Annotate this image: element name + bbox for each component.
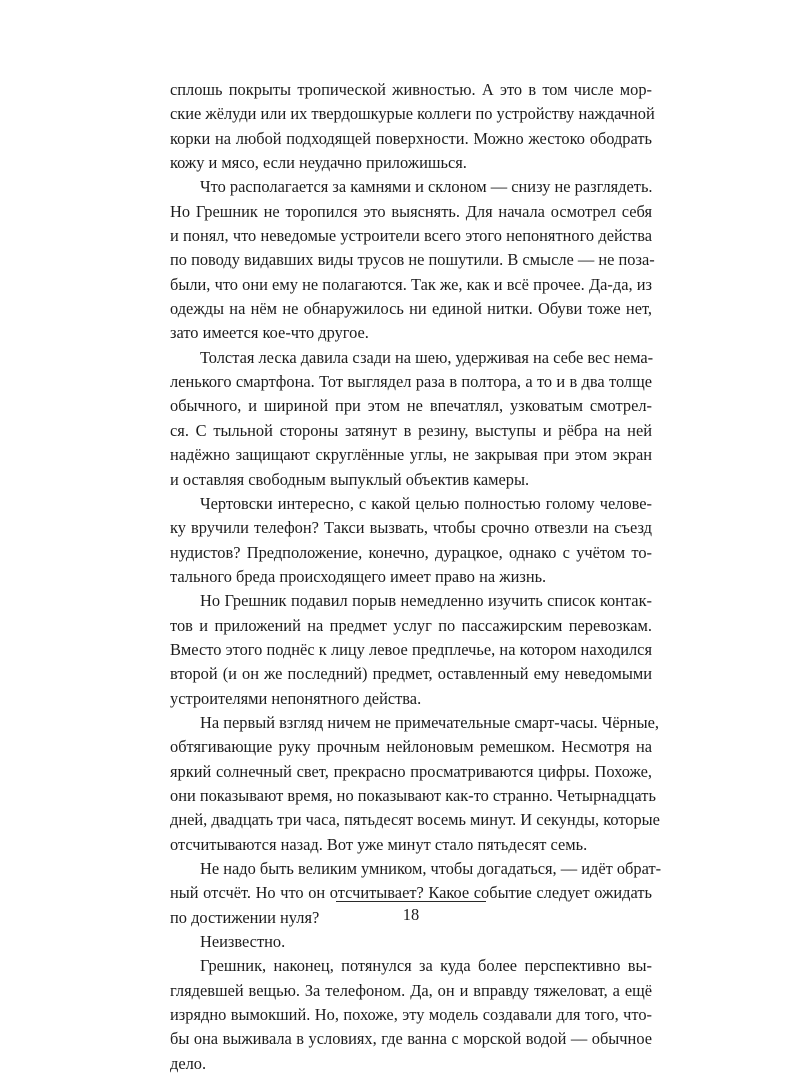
text-line: обычного, и шириной при этом не впечатлял, узковатым смотрел- <box>170 396 652 416</box>
text-line: надёжно защищают скруглённые углы, не закрывая при этом экран <box>170 445 652 465</box>
text-line: корки на любой подходящей поверхности. Можно жестоко ободрать <box>170 128 652 148</box>
text-line: ный отсчёт. Но что он отсчитывает? Какое событие следует ожидать <box>170 883 652 903</box>
text-line: кожу и мясо, если неудачно приложишься. <box>170 153 467 173</box>
text-line: На первый взгляд ничем не примечательные смарт-часы. Чёрные, <box>200 712 660 732</box>
text-line: ку вручили телефон? Такси вызвать, чтобы срочно отвезли на съезд <box>170 518 652 538</box>
text-line: глядевшей вещью. За телефоном. Да, он и вправду тяжеловат, а ещё <box>170 980 652 1000</box>
text-line: яркий солнечный свет, прекрасно просматриваются цифры. Похоже, <box>170 761 652 781</box>
page-number: 18 <box>402 905 420 924</box>
text-line: Толстая леска давила сзади на шею, удерживая на себе вес нема- <box>200 347 654 367</box>
text-line: изрядно вымокший. Но, похоже, эту модель создавали для того, что- <box>170 1005 652 1025</box>
text-line: были, что они ему не полагаются. Так же, как и всё прочее. Да-да, из <box>170 274 652 294</box>
text-line: Но Грешник подавил порыв немедленно изучить список контак- <box>200 591 652 611</box>
text-line: ские жёлуди или их твердошкурые коллеги по устройству наждачной <box>170 104 655 124</box>
text-line: ся. С тыльной стороны затянут в резину, выступы и рёбра на ней <box>170 420 652 440</box>
text-line: и понял, что неведомые устроители всего этого непонятного действа <box>170 226 652 246</box>
text-line: Вместо этого поднёс к лицу левое предплечье, на котором находился <box>170 639 652 659</box>
text-line: бы она выживала в условиях, где ванна с морской водой — обычное <box>170 1029 652 1049</box>
text-line: сплошь покрыты тропической живностью. А это в том числе мор- <box>170 80 652 99</box>
paragraph <box>170 175 655 345</box>
text-line: Чертовски интересно, с какой целью полностью голому челове- <box>200 493 652 513</box>
text-line: обтягивающие руку прочным нейлоновым ремешком. Несмотря на <box>170 737 652 757</box>
text-line: они показывают время, но показывают как-то странно. Четырнадцать <box>170 785 656 805</box>
page-text <box>170 78 662 1076</box>
footer-rule <box>336 901 486 902</box>
paragraph <box>170 711 660 857</box>
paragraph <box>170 492 652 589</box>
text-line: Не надо быть великим умником, чтобы догадаться, — идёт обрат- <box>200 859 662 878</box>
text-line: по поводу видавших виды трусов не пошутили. В смысле — не поза- <box>170 250 655 270</box>
text-line: дело. <box>170 1053 207 1073</box>
text-line: Грешник, наконец, потянулся за куда более перспективно вы- <box>200 956 652 976</box>
text-line: тального бреда происходящего имеет право на жизнь. <box>170 566 547 586</box>
text-line: ленького смартфона. Тот выглядел раза в полтора, а то и в два толще <box>170 372 652 392</box>
text-line: зато имеется кое-что другое. <box>170 323 369 343</box>
text-line: второй (и он же последний) предмет, оставленный ему неведомыми <box>170 664 652 684</box>
text-line: дней, двадцать три часа, пятьдесят восемь минут. И секунды, которые <box>170 810 660 830</box>
text-line: отсчитываются назад. Вот уже минут стало пятьдесят семь. <box>170 834 588 854</box>
text-line: тов и приложений на предмет услуг по пассажирским перевозкам. <box>170 615 652 635</box>
text-line: устроителями непонятного действа. <box>170 688 422 708</box>
text-line: и оставляя свободным выпуклый объектив камеры. <box>170 469 530 489</box>
text-line: по достижении нуля? <box>170 907 320 927</box>
paragraph <box>170 954 652 1076</box>
text-line: одежды на нём не обнаружилось ни единой нитки. Обуви тоже нет, <box>170 299 652 319</box>
paragraph <box>170 346 652 492</box>
text-line: Но Грешник не торопился это выяснять. Для начала осмотрел себя <box>170 201 652 221</box>
paragraph <box>170 78 655 175</box>
paragraph <box>170 589 652 711</box>
paragraph <box>170 930 652 954</box>
text-line: нудистов? Предположение, конечно, дурацкое, однако с учётом то- <box>170 542 652 562</box>
text-line: Неизвестно. <box>200 932 286 952</box>
text-line: Что располагается за камнями и склоном — снизу не разглядеть. <box>200 177 653 197</box>
